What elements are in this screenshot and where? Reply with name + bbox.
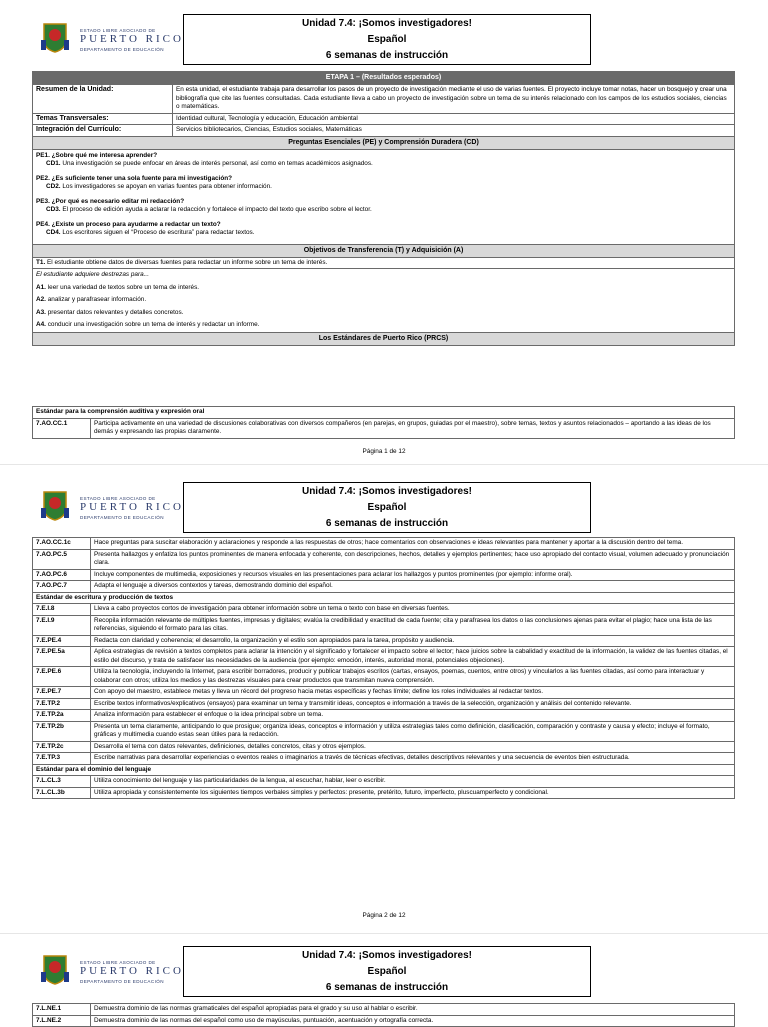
- standard-code: 7.E.I.9: [33, 615, 91, 635]
- standard-category: Estándar para el dominio del lenguaje: [33, 764, 735, 776]
- standard-code: 7.E.PE.6: [33, 667, 91, 687]
- standard-text: Analiza información para establecer el enfoque o la idea principal sobre un tema.: [91, 710, 735, 722]
- department-logo: [34, 949, 184, 995]
- table-row: [33, 1015, 735, 1027]
- cd-answer: CD4. Los escritores siguen el “Proceso de escritura” para redactar textos.: [46, 229, 255, 236]
- seal-icon: [38, 20, 72, 54]
- pe-item: [36, 198, 731, 215]
- table-row: [33, 667, 735, 687]
- standards-table-page1: [32, 406, 735, 439]
- page-footer: Página 2 de 12: [362, 912, 406, 919]
- standard-code: 7.L.NE.2: [33, 1015, 91, 1027]
- standard-code: 7.AO.PC.5: [33, 549, 91, 569]
- standard-code: 7.L.CL.3: [33, 776, 91, 788]
- standard-code: 7.AO.PC.6: [33, 569, 91, 581]
- stage-1-table: [32, 71, 735, 346]
- logo-line-3: DEPARTAMENTO DE EDUCACIÓN: [80, 47, 164, 52]
- unit-duration: 6 semanas de instrucción: [325, 518, 449, 529]
- table-row: [33, 581, 735, 593]
- standards-table-page3: [32, 1003, 735, 1027]
- logo-line-2: PUERTO RICO: [80, 33, 184, 45]
- prcs-header: Los Estándares de Puerto Rico (PRCS): [33, 332, 735, 345]
- table-row: [33, 741, 735, 753]
- standard-text: Participa activamente en una variedad de discusiones colaborativas con diversos compañeros (en parejas, en grupos, guiadas por el maestro), sobre temas, textos y asuntos relacionados – aportando a las ideas de los demás y expresando las propias claramente.: [91, 418, 735, 438]
- standard-text: Redacta con claridad y coherencia; el desarrollo, la organización y el estilo son apropiados para la tarea, propósito y audiencia.: [91, 635, 735, 647]
- unit-subject: Español: [367, 502, 407, 513]
- seal-icon: [38, 952, 72, 986]
- page-separator: [0, 933, 768, 934]
- standard-code: 7.E.PE.7: [33, 687, 91, 699]
- standard-text: Desarrolla el tema con datos relevantes, definiciones, detalles concretos, citas y otros ejemplos.: [91, 741, 735, 753]
- objetivos-header: Objetivos de Transferencia (T) y Adquisición (A): [33, 244, 735, 257]
- standard-code: 7.AO.PC.7: [33, 581, 91, 593]
- pe-question: PE3. ¿Por qué es necesario editar mi redacción?: [36, 197, 185, 205]
- temas-text: Identidad cultural, Tecnología y educación, Educación ambiental: [173, 113, 735, 125]
- table-row: [33, 604, 735, 616]
- unit-title: Unidad 7.4: ¡Somos investigadores!: [301, 18, 473, 29]
- standard-code: 7.E.TP.3: [33, 753, 91, 765]
- pe-question: PE4. ¿Existe un proceso para ayudarme a redactar un texto?: [36, 220, 221, 228]
- unit-title-box: [183, 14, 591, 65]
- standard-text: Utiliza la tecnología, incluyendo la Internet, para escribir borradores, producir y publicar trabajos escritos (cartas, ensayos, poemas, cuentos, entre otros) y vincularlos a las fuentes citadas, así como para interactuar y colaborar con otros; utiliza los medios y las destrezas visuales para crear productos que transmitan nueva comprensión.: [91, 667, 735, 687]
- pe-item: [36, 152, 731, 169]
- seal-icon: [38, 488, 72, 522]
- standard-code: 7.E.TP.2a: [33, 710, 91, 722]
- resumen-text: En esta unidad, el estudiante trabaja para desarrollar los pasos de un proyecto de investigación mediante el uso de varias fuentes. El proyecto incluye tomar notas, hacer un bosquejo y crear una bibliografía que cite las fuentes consultadas. Cada estudiante lleva a cabo un proyecto de investigación sobre un tema de su interés relacionado con los campos de los estudios sociales, ciencias o matemáticas.: [173, 85, 735, 114]
- logo-line-1: ESTADO LIBRE ASOCIADO DE: [80, 960, 156, 965]
- acquisition-intro: El estudiante adquiere destrezas para...: [36, 271, 149, 278]
- unit-subject: Español: [367, 34, 407, 45]
- standard-text: Presenta un tema claramente, anticipando lo que prosigue; organiza ideas, conceptos e información y utiliza estrategias tales como definición, clasificación, comparación y contraste y causa y efecto; incluye el formato, gráficas y multimedia cuando estas sean útiles para la redacción.: [91, 721, 735, 741]
- standard-code: 7.AO.CC.1: [33, 418, 91, 438]
- standard-category: Estándar para la comprensión auditiva y expresión oral: [33, 407, 735, 419]
- standard-text: Lleva a cabo proyectos cortos de investigación para obtener información sobre un tema o texto con base en diversas fuentes.: [91, 604, 735, 616]
- unit-title: Unidad 7.4: ¡Somos investigadores!: [301, 950, 473, 961]
- department-logo: [34, 17, 184, 63]
- pe-item: [36, 221, 731, 238]
- standard-text: Hace preguntas para suscitar elaboración y aclaraciones y responde a las respuestas de otros; hace comentarios con observaciones e ideas relevantes para mantener y aportar a la discusión dentro del tema.: [91, 538, 735, 550]
- logo-line-1: ESTADO LIBRE ASOCIADO DE: [80, 496, 156, 501]
- standard-code: 7.E.TP.2: [33, 698, 91, 710]
- unit-title: Unidad 7.4: ¡Somos investigadores!: [301, 486, 473, 497]
- unit-title-box: [183, 482, 591, 533]
- table-row: [33, 569, 735, 581]
- standard-text: Presenta hallazgos y enfatiza los puntos prominentes de manera enfocada y coherente, con descripciones, hechos, detalles y ejemplos pertinentes; hace uso apropiado del contacto visual, volumen adecuado y pronunciación clara.: [91, 549, 735, 569]
- acquisition-list: [33, 269, 735, 333]
- pe-question: PE2. ¿Es suficiente tener una sola fuente para mi investigación?: [36, 174, 233, 182]
- acquisition-item: A1. leer una variedad de textos sobre un tema de interés.: [36, 283, 200, 291]
- acquisition-item: A4. conducir una investigación sobre un tema de interés y redactar un informe.: [36, 321, 260, 328]
- table-row: [33, 1004, 735, 1016]
- acquisition-item: A2. analizar y parafrasear información.: [36, 296, 147, 303]
- page-footer: Página 1 de 12: [362, 448, 406, 455]
- page-header: [0, 946, 768, 1006]
- standard-text: Demuestra dominio de las normas del español como uso de mayúsculas, puntuación, acentuación y ortografía correcta.: [91, 1015, 735, 1027]
- standard-text: Demuestra dominio de las normas gramaticales del español apropiadas para el grado y su uso al hablar o escribir.: [91, 1004, 735, 1016]
- table-row: [33, 647, 735, 667]
- table-row: [33, 753, 735, 765]
- pe-header: Preguntas Esenciales (PE) y Comprensión Duradera (CD): [33, 136, 735, 149]
- standard-code: 7.E.I.8: [33, 604, 91, 616]
- standard-code: 7.E.PE.5a: [33, 647, 91, 667]
- table-row: [33, 698, 735, 710]
- logo-line-3: DEPARTAMENTO DE EDUCACIÓN: [80, 979, 164, 984]
- unit-title-box: [183, 946, 591, 997]
- standard-text: Incluye componentes de multimedia, exposiciones y recursos visuales en las presentaciones para aclarar los hallazgos y puntos prominentes (por ejemplo: informe oral).: [91, 569, 735, 581]
- resumen-label: Resumen de la Unidad:: [33, 85, 173, 114]
- standard-text: Utiliza conocimiento del lenguaje y las particularidades de la lengua, al escuchar, hablar, leer o escribir.: [91, 776, 735, 788]
- temas-label: Temas Transversales:: [33, 113, 173, 125]
- table-row: [33, 549, 735, 569]
- standard-code: 7.E.TP.2c: [33, 741, 91, 753]
- unit-subject: Español: [367, 966, 407, 977]
- logo-line-1: ESTADO LIBRE ASOCIADO DE: [80, 28, 156, 33]
- unit-duration: 6 semanas de instrucción: [325, 982, 449, 993]
- logo-line-2: PUERTO RICO: [80, 501, 184, 513]
- standard-code: 7.E.PE.4: [33, 635, 91, 647]
- standard-text: Escribe textos informativos/explicativos (ensayos) para examinar un tema y transmitir ideas, conceptos e información a través de la selección, organización y análisis del contenido relevante.: [91, 698, 735, 710]
- standards-table-page2: [32, 537, 735, 799]
- standard-code: 7.L.NE.1: [33, 1004, 91, 1016]
- transfer-objective: T1. El estudiante obtiene datos de diversas fuentes para redactar un informe sobre un tema de interés.: [33, 257, 735, 269]
- integracion-label: Integración del Currículo:: [33, 125, 173, 137]
- table-row: [33, 776, 735, 788]
- pe-question: PE1. ¿Sobre qué me interesa aprender?: [36, 151, 158, 159]
- table-row: [33, 787, 735, 799]
- table-row: [33, 418, 735, 438]
- acquisition-item: A3. presentar datos relevantes y detalles concretos.: [36, 308, 184, 316]
- standard-text: Aplica estrategias de revisión a textos completos para aclarar la intención y el significado y fortalecer el impacto sobre el lector; hace juicios sobre la cabalidad y exactitud de la información, la validez de las fuentes citadas, el estilo del discurso, y trata de satisfacer las necesidades de la audiencia (por ejemplo: emoción, interés, autoridad moral, potenciales objeciones).: [91, 647, 735, 667]
- table-row: [33, 710, 735, 722]
- standard-code: 7.AO.CC.1c: [33, 538, 91, 550]
- standard-text: Adapta el lenguaje a diversos contextos y tareas, demostrando dominio del español.: [91, 581, 735, 593]
- integracion-text: Servicios bibliotecarios, Ciencias, Estudios sociales, Matemáticas: [173, 125, 735, 137]
- standard-text: Recopila información relevante de múltiples fuentes, impresas y digitales; evalúa la credibilidad y exactitud de cada fuente; cita y parafrasea los datos o las conclusiones ajenas para evitar el plagio; hace una lista de las referencias, siguiendo el formato para las citas.: [91, 615, 735, 635]
- table-row: [33, 538, 735, 550]
- cd-answer: CD1. Una investigación se puede enfocar en áreas de interés personal, así como en temas académicos asignados.: [46, 160, 373, 167]
- standard-text: Con apoyo del maestro, establece metas y lleva un récord del progreso hacia metas específicas y fechas límite; define los roles individuales al redactar textos.: [91, 687, 735, 699]
- cd-answer: CD3. El proceso de edición ayuda a aclarar la redacción y fortalece el impacto del texto que escribo sobre el lector.: [46, 206, 372, 213]
- page-header: [0, 482, 768, 542]
- table-row: [33, 687, 735, 699]
- standard-text: Escribe narrativas para desarrollar experiencias o eventos reales o imaginarios a través de técnicas efectivas, detalles descriptivos relevantes y una secuencia de eventos bien estructurada.: [91, 753, 735, 765]
- logo-line-3: DEPARTAMENTO DE EDUCACIÓN: [80, 515, 164, 520]
- department-logo: [34, 485, 184, 531]
- table-row: [33, 635, 735, 647]
- page-header: [0, 14, 768, 74]
- logo-line-2: PUERTO RICO: [80, 965, 184, 977]
- pe-item: [36, 175, 731, 192]
- standard-category: Estándar de escritura y producción de textos: [33, 592, 735, 604]
- table-row: [33, 721, 735, 741]
- standard-code: 7.L.CL.3b: [33, 787, 91, 799]
- unit-duration: 6 semanas de instrucción: [325, 50, 449, 61]
- etapa-header: ETAPA 1 – (Resultados esperados): [33, 72, 735, 85]
- pe-list: [33, 149, 735, 244]
- standard-code: 7.E.TP.2b: [33, 721, 91, 741]
- standard-text: Utiliza apropiada y consistentemente los siguientes tiempos verbales simples y perfectos: presente, pretérito, futuro, imperfecto, pluscuamperfecto y condicional.: [91, 787, 735, 799]
- page-separator: [0, 464, 768, 465]
- table-row: [33, 615, 735, 635]
- cd-answer: CD2. Los investigadores se apoyan en varias fuentes para obtener información.: [46, 183, 272, 190]
